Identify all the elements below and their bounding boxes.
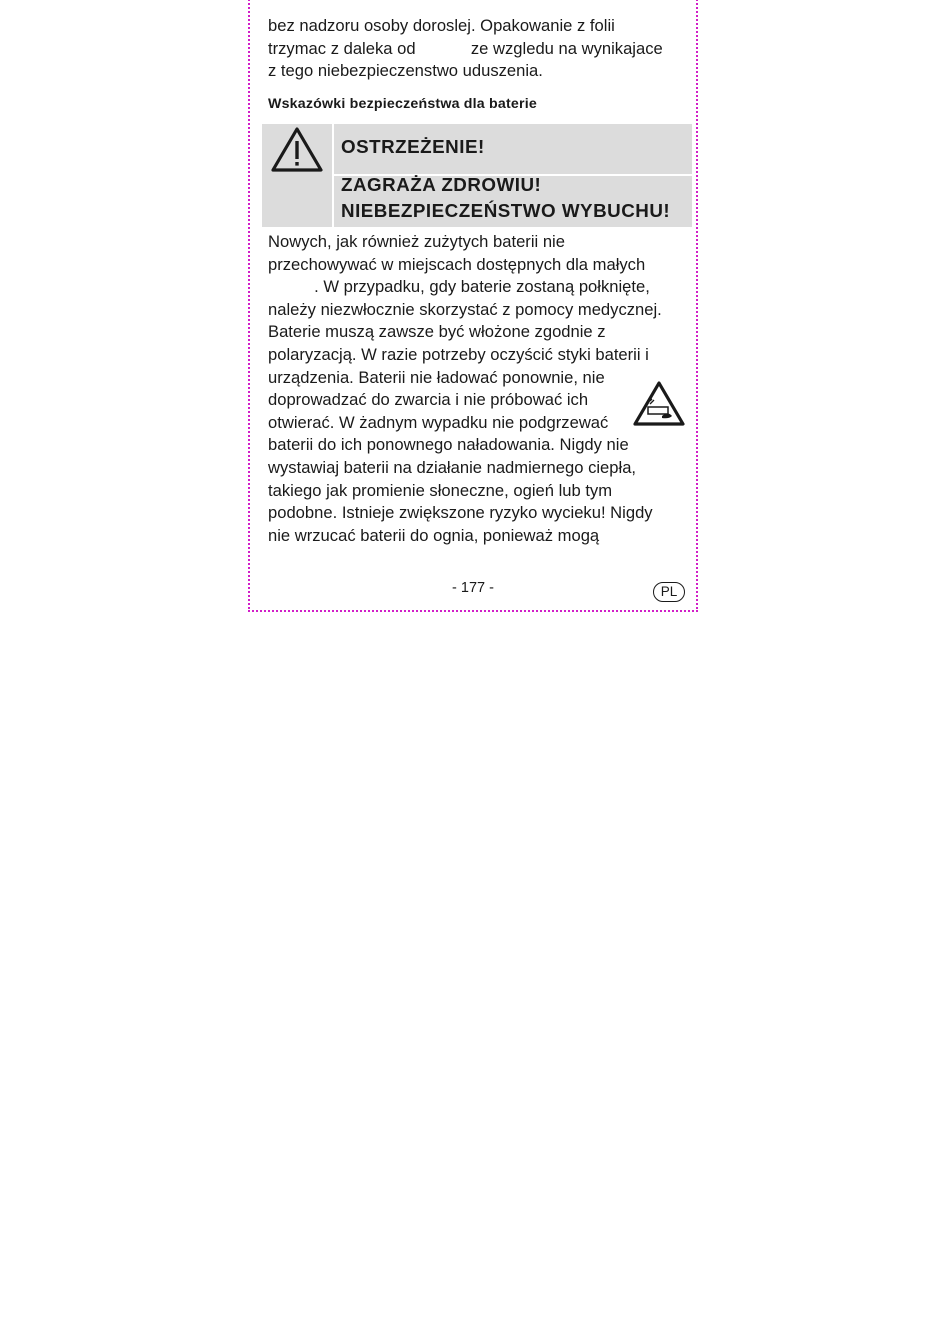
battery-hazard-icon bbox=[632, 380, 686, 428]
page-number: - 177 - bbox=[452, 580, 494, 596]
body-line: polaryzacją. W razie potrzeby oczyścić styki baterii i bbox=[268, 344, 649, 364]
warning-triangle-icon bbox=[270, 126, 324, 174]
body-line: urządzenia. Baterii nie ładować ponownie, nie bbox=[268, 367, 605, 387]
body-line: nie wrzucać baterii do ognia, ponieważ mogą bbox=[268, 525, 600, 545]
intro-paragraph bbox=[268, 15, 663, 83]
body-line: wystawiaj baterii na działanie nadmiernego ciepła, bbox=[268, 457, 637, 477]
body-line: Baterie muszą zawsze być włożone zgodnie z bbox=[268, 322, 606, 342]
body-line: przechowywać w miejscach dostępnych dla małych bbox=[268, 254, 646, 274]
body-line: Nowych, jak również zużytych baterii nie bbox=[268, 232, 565, 251]
warning-title: OSTRZEŻENIE! bbox=[341, 136, 485, 157]
body-line: takiego jak promienie słoneczne, ogień lub tym bbox=[268, 480, 613, 500]
intro-line: z tego niebezpieczenstwo uduszenia. bbox=[268, 61, 543, 81]
body-line: . W przypadku, gdy baterie zostaną połknięte, bbox=[268, 277, 650, 297]
section-heading: Wskazówki bezpieczeństwa dla baterie bbox=[268, 96, 537, 112]
body-paragraph bbox=[268, 231, 662, 547]
body-line: baterii do ich ponownego naładowania. Nigdy nie bbox=[268, 435, 629, 455]
warning-box bbox=[262, 124, 692, 227]
body-line: podobne. Istnieje zwiększone ryzyko wycieku! Nigdy bbox=[268, 503, 653, 523]
warning-health: ZAGRAŻA ZDROWIU! bbox=[341, 174, 542, 195]
intro-line: trzymac z daleka od ze wzgledu na wynikajace bbox=[268, 38, 663, 58]
body-line: doprowadzać do zwarcia i nie próbować ich bbox=[268, 390, 589, 410]
body-line: otwierać. W żadnym wypadku nie podgrzewać bbox=[268, 412, 609, 432]
language-badge: PL bbox=[653, 582, 685, 602]
intro-line: bez nadzoru osoby doroslej. Opakowanie z folii bbox=[268, 16, 615, 35]
manual-page bbox=[248, 0, 698, 612]
warning-explosion: NIEBEZPIECZEŃSTWO WYBUCHU! bbox=[341, 200, 671, 221]
body-line: należy niezwłocznie skorzystać z pomocy medycznej. bbox=[268, 299, 662, 319]
